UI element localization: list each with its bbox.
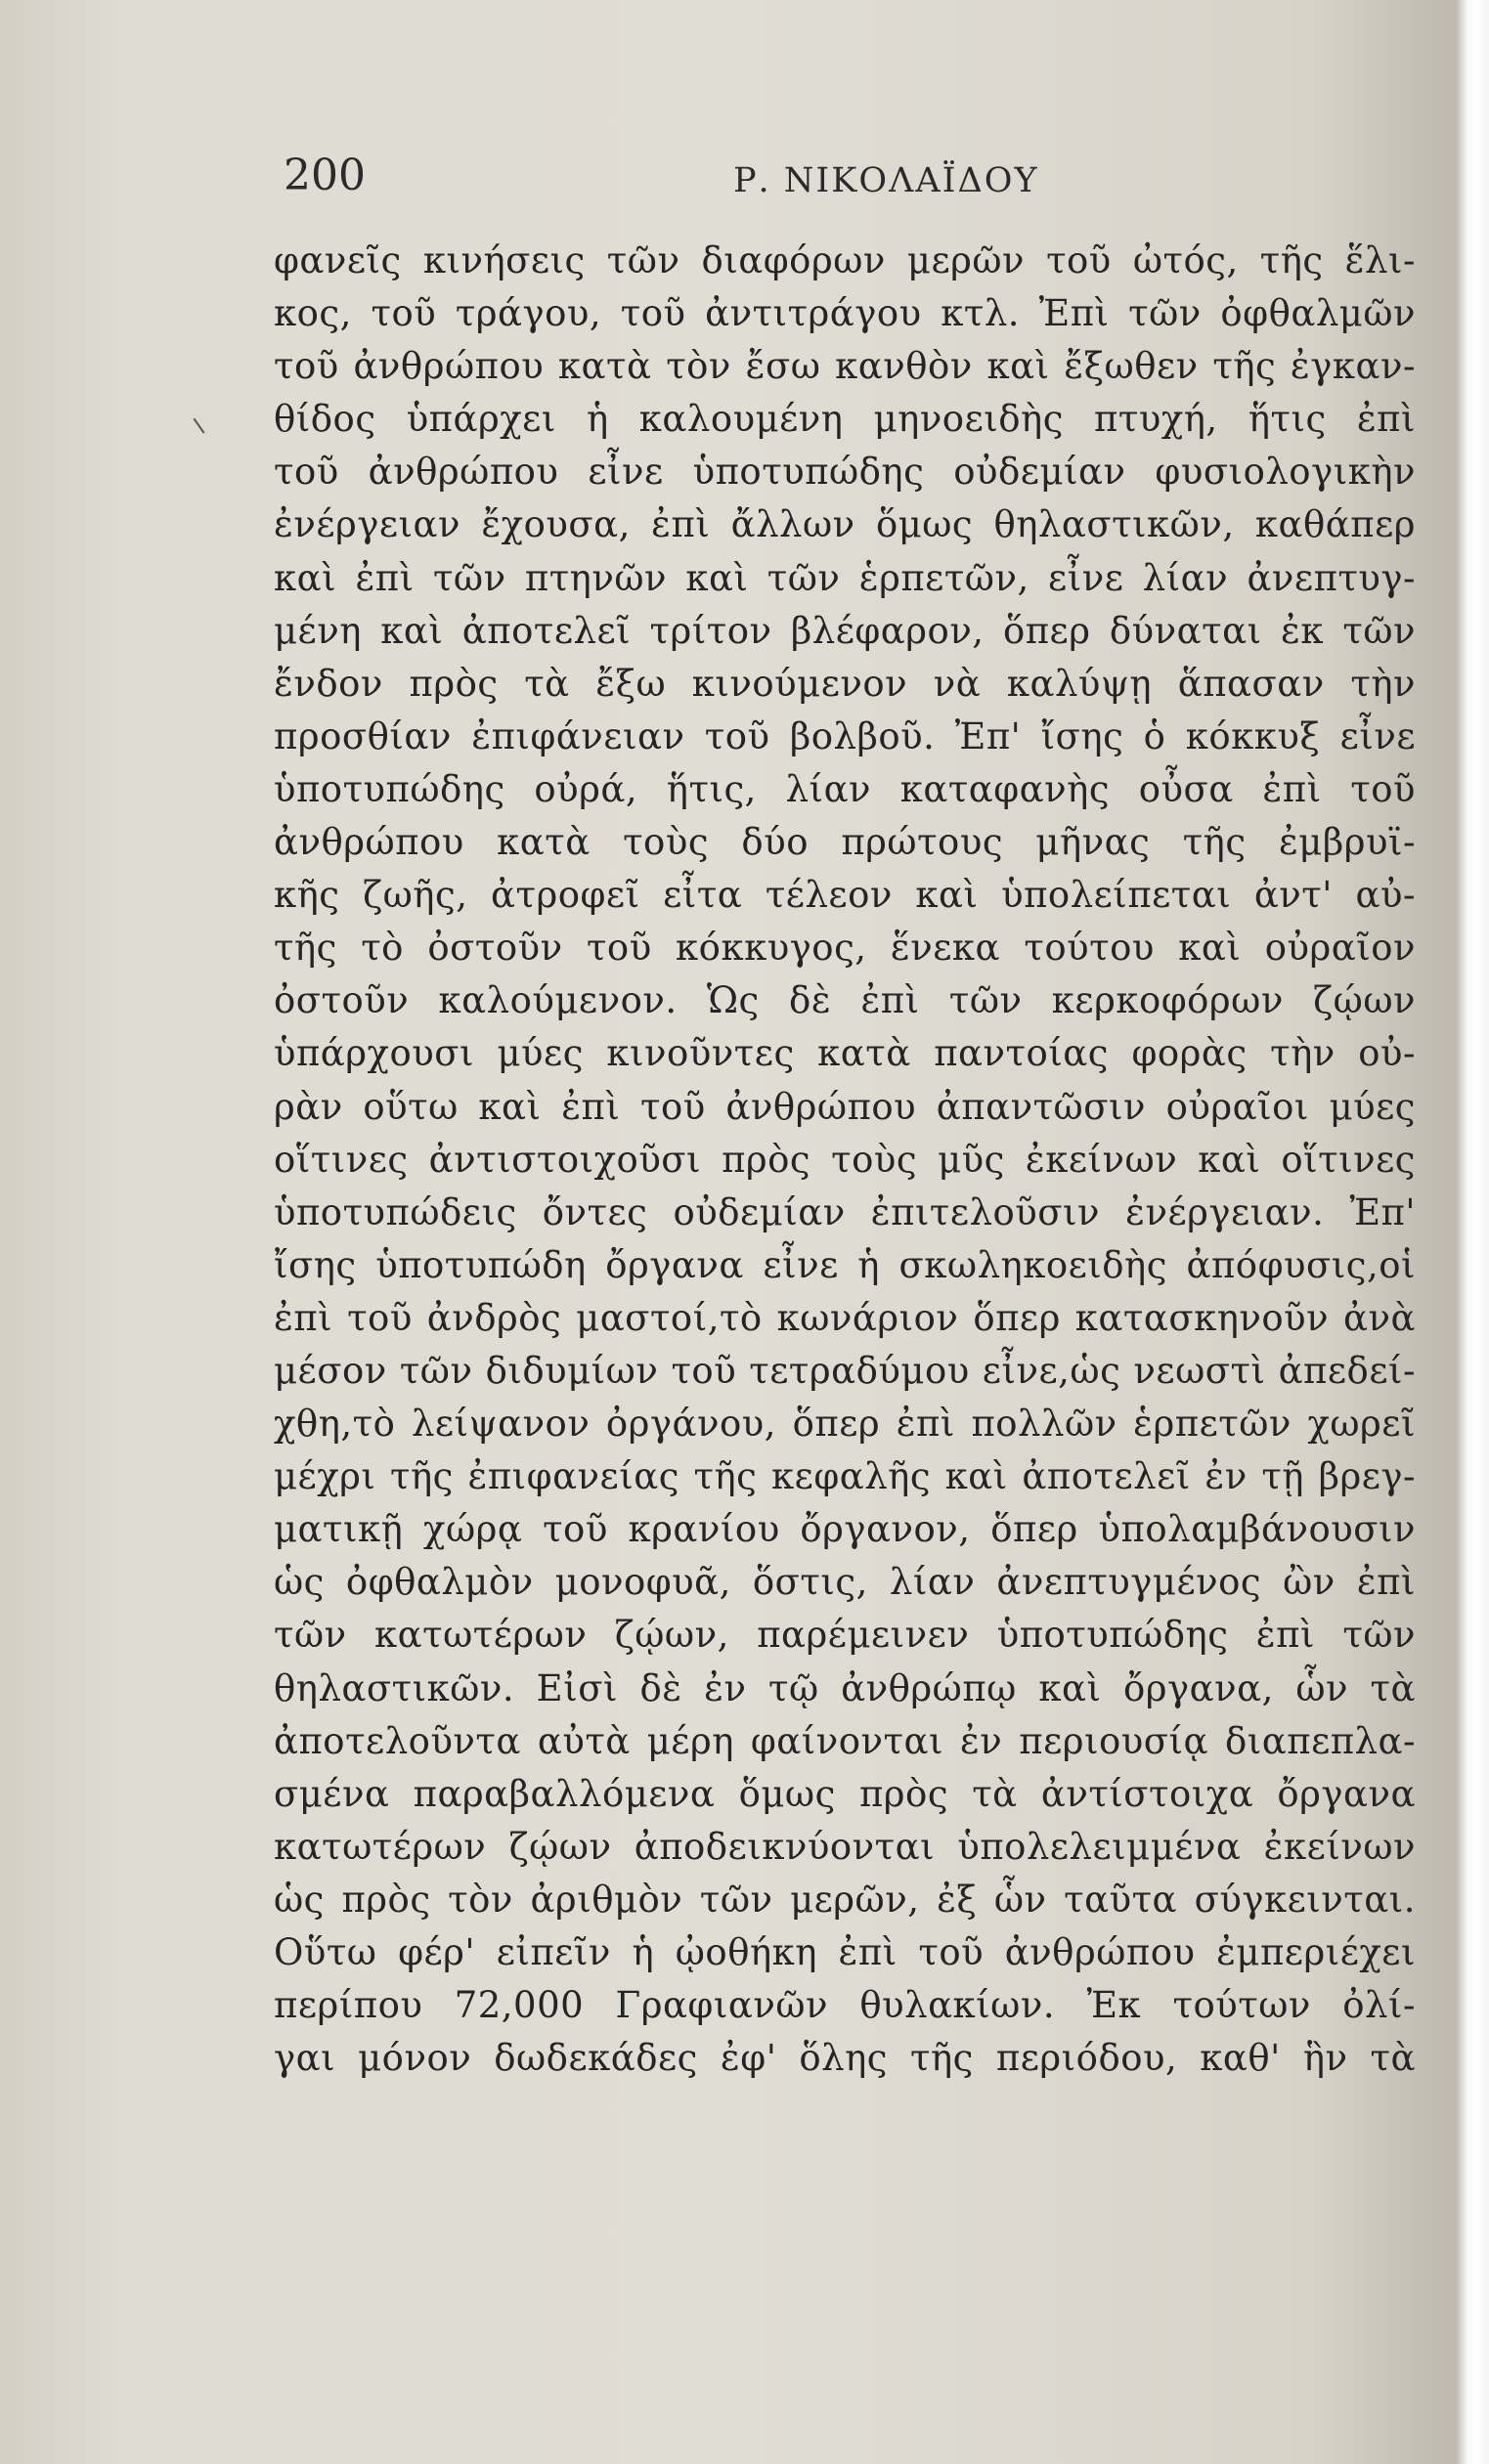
text-line: χθη,τὸ λείψανον ὀργάνου, ὅπερ ἐπὶ πολλῶν ἑρπετῶν χωρεῖ: [274, 1403, 1416, 1446]
text-line: ὀστοῦν καλούμενον. Ὡς δὲ ἐπὶ τῶν κερκοφόρων ζῴων: [274, 979, 1416, 1022]
text-line: θίδος ὑπάρχει ἡ καλουμένη μηνοειδὴς πτυχή, ἥτις ἐπὶ: [274, 398, 1416, 441]
text-line: φανεῖς κινήσεις τῶν διαφόρων μερῶν τοῦ ὠτός, τῆς ἕλι-: [274, 239, 1416, 281]
running-head: Ρ. ΝΙΚΟΛΑΪΔΟΥ: [733, 161, 1039, 200]
text-line: ἴσης ὑποτυπώδη ὄργανα εἶνε ἡ σκωληκοειδὴς ἀπόφυσις,οἱ: [274, 1243, 1416, 1286]
text-line: ὑποτυπώδεις ὄντες οὐδεμίαν ἐπιτελοῦσιν ἐνέργειαν. Ἐπ': [274, 1190, 1416, 1233]
text-line: κῆς ζωῆς, ἀτροφεῖ εἶτα τέλεον καὶ ὑπολείπεται ἀντ' αὐ-: [274, 874, 1416, 917]
text-line: οἵτινες ἀντιστοιχοῦσι πρὸς τοὺς μῦς ἐκείνων καὶ οἵτινες: [274, 1138, 1416, 1181]
text-line: ἔνδον πρὸς τὰ ἔξω κινούμενον νὰ καλύψῃ ἅπασαν τὴν: [274, 662, 1416, 705]
text-line: ὡς ὀφθαλμὸν μονοφυᾶ, ὅστις, λίαν ἀνεπτυγμένος ὢν ἐπὶ: [274, 1561, 1416, 1604]
text-line: ἐπὶ τοῦ ἀνδρὸς μαστοί,τὸ κωνάριον ὅπερ κατασκηνοῦν ἀνὰ: [274, 1296, 1416, 1339]
text-line: ρὰν οὕτω καὶ ἐπὶ τοῦ ἀνθρώπου ἀπαντῶσιν οὐραῖοι μύες: [274, 1085, 1416, 1128]
text-line: Οὕτω φέρ' εἰπεῖν ἡ ᾠοθήκη ἐπὶ τοῦ ἀνθρώπου ἐμπεριέχει: [274, 1931, 1416, 1973]
text-line: ὡς πρὸς τὸν ἀριθμὸν τῶν μερῶν, ἐξ ὧν ταῦτα σύγκεινται.: [274, 1878, 1416, 1921]
text-line: ὑπάρχουσι μύες κινοῦντες κατὰ παντοίας φορὰς τὴν οὐ-: [274, 1032, 1416, 1075]
text-line: γαι μόνον δωδεκάδες ἐφ' ὅλης τῆς περιόδου, καθ' ἣν τὰ: [274, 2037, 1416, 2080]
text-line: σμένα παραβαλλόμενα ὅμως πρὸς τὰ ἀντίστοιχα ὄργανα: [274, 1772, 1416, 1815]
margin-mark: [194, 414, 210, 433]
text-line: περίπου 72,000 Γραφιανῶν θυλακίων. Ἐκ τούτων ὀλί-: [274, 1984, 1416, 2027]
text-line: προσθίαν ἐπιφάνειαν τοῦ βολβοῦ. Ἐπ' ἴσης ὁ κόκκυξ εἶνε: [274, 714, 1416, 757]
text-line: τοῦ ἀνθρώπου κατὰ τὸν ἔσω κανθὸν καὶ ἔξωθεν τῆς ἐγκαν-: [274, 345, 1416, 388]
text-line: κατωτέρων ζῴων ἀποδεικνύονται ὑπολελειμμένα ἐκείνων: [274, 1825, 1416, 1868]
body-text: [274, 235, 1416, 2085]
text-line: τοῦ ἀνθρώπου εἶνε ὑποτυπώδης οὐδεμίαν φυσιολογικὴν: [274, 451, 1416, 494]
text-line: τῆς τὸ ὀστοῦν τοῦ κόκκυγος, ἕνεκα τούτου καὶ οὐραῖον: [274, 927, 1416, 970]
text-line: ὑποτυπώδης οὐρά, ἥτις, λίαν καταφανὴς οὖσα ἐπὶ τοῦ: [274, 767, 1416, 810]
text-line: μέχρι τῆς ἐπιφανείας τῆς κεφαλῆς καὶ ἀποτελεῖ ἐν τῇ βρεγ-: [274, 1455, 1416, 1498]
text-line: θηλαστικῶν. Εἰσὶ δὲ ἐν τῷ ἀνθρώπῳ καὶ ὄργανα, ὧν τὰ: [274, 1666, 1416, 1709]
text-line: ἐνέργειαν ἔχουσα, ἐπὶ ἄλλων ὅμως θηλαστικῶν, καθάπερ: [274, 503, 1416, 546]
text-line: μένη καὶ ἀποτελεῖ τρίτον βλέφαρον, ὅπερ δύναται ἐκ τῶν: [274, 609, 1416, 652]
text-line: ἀνθρώπου κατὰ τοὺς δύο πρώτους μῆνας τῆς ἐμβρυϊ-: [274, 821, 1416, 864]
text-line: μέσον τῶν διδυμίων τοῦ τετραδύμου εἶνε,ὡς νεωστὶ ἀπεδεί-: [274, 1349, 1416, 1392]
text-line: ἀποτελοῦντα αὐτὰ μέρη φαίνονται ἐν περιουσίᾳ διαπεπλα-: [274, 1719, 1416, 1762]
text-line: καὶ ἐπὶ τῶν πτηνῶν καὶ τῶν ἑρπετῶν, εἶνε λίαν ἀνεπτυγ-: [274, 556, 1416, 599]
text-line: τῶν κατωτέρων ζῴων, παρέμεινεν ὑποτυπώδης ἐπὶ τῶν: [274, 1614, 1416, 1657]
page-header: [284, 147, 1398, 215]
text-line: ματικῇ χώρᾳ τοῦ κρανίου ὄργανον, ὅπερ ὑπολαμβάνουσιν: [274, 1508, 1416, 1551]
page-number: 200: [284, 151, 366, 200]
text-line: κος, τοῦ τράγου, τοῦ ἀντιτράγου κτλ. Ἐπὶ τῶν ὀφθαλμῶν: [274, 292, 1416, 335]
page-edge: [1456, 0, 1489, 2464]
